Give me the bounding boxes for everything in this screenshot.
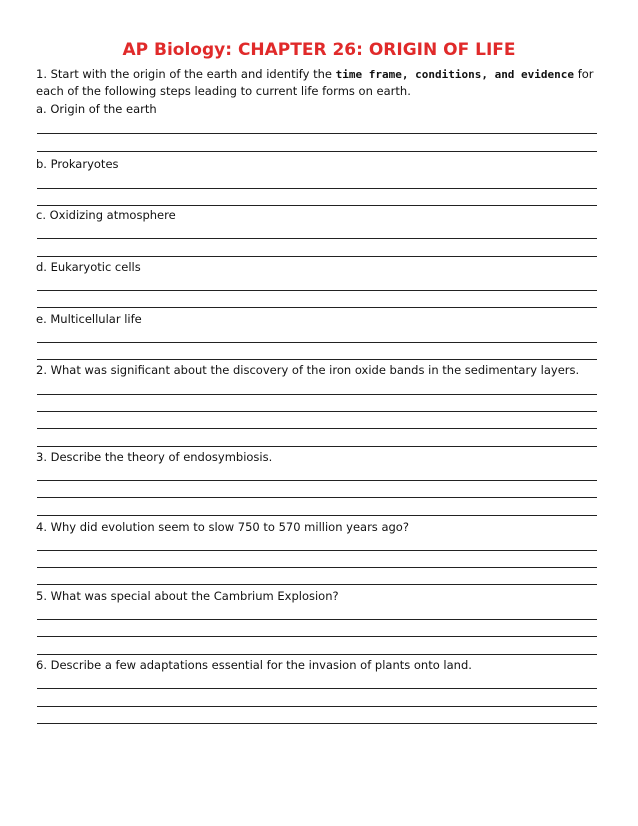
question-4: 4. Why did evolution seem to slow 750 to 570 million years ago? [36,520,409,534]
answer-line[interactable] [37,723,597,724]
answer-line[interactable] [37,515,597,516]
answer-line[interactable] [37,706,597,707]
answer-line[interactable] [37,411,597,412]
q1-item-prokaryotes: b. Prokaryotes [36,157,119,171]
page-title: AP Biology: CHAPTER 26: ORIGIN OF LIFE [122,40,516,60]
question-1-intro-start: 1. Start with the origin of the earth and identify the [36,67,336,81]
q1-item-origin-of-earth: a. Origin of the earth [36,102,157,116]
answer-line[interactable] [37,359,597,360]
question-1-intro [36,66,604,100]
question-1-intro-end: for each of the following steps leading to current life forms on earth. [36,67,594,98]
answer-line[interactable] [37,394,597,395]
answer-line[interactable] [37,290,597,291]
question-5: 5. What was special about the Cambrium Explosion? [36,589,339,603]
answer-line[interactable] [37,307,597,308]
answer-line[interactable] [37,497,597,498]
q1-item-eukaryotic-cells: d. Eukaryotic cells [36,260,141,274]
question-1-emphasis: time frame, conditions, and evidence [335,68,575,81]
answer-line[interactable] [37,188,597,189]
answer-line[interactable] [37,584,597,585]
question-2: 2. What was significant about the discovery of the iron oxide bands in the sedimentary layers. [36,363,580,377]
answer-line[interactable] [37,151,597,152]
q1-item-multicellular-life: e. Multicellular life [36,312,142,326]
answer-line[interactable] [37,256,597,257]
answer-line[interactable] [37,133,597,134]
answer-line[interactable] [37,567,597,568]
answer-line[interactable] [37,636,597,637]
answer-line[interactable] [37,550,597,551]
q1-item-oxidizing-atmosphere: c. Oxidizing atmosphere [36,208,176,222]
answer-line[interactable] [37,342,597,343]
answer-line[interactable] [37,238,597,239]
answer-line[interactable] [37,428,597,429]
answer-line[interactable] [37,654,597,655]
answer-line[interactable] [37,205,597,206]
answer-line[interactable] [37,688,597,689]
question-6: 6. Describe a few adaptations essential for the invasion of plants onto land. [36,658,472,672]
answer-line[interactable] [37,619,597,620]
answer-line[interactable] [37,446,597,447]
question-3: 3. Describe the theory of endosymbiosis. [36,450,273,464]
answer-line[interactable] [37,480,597,481]
